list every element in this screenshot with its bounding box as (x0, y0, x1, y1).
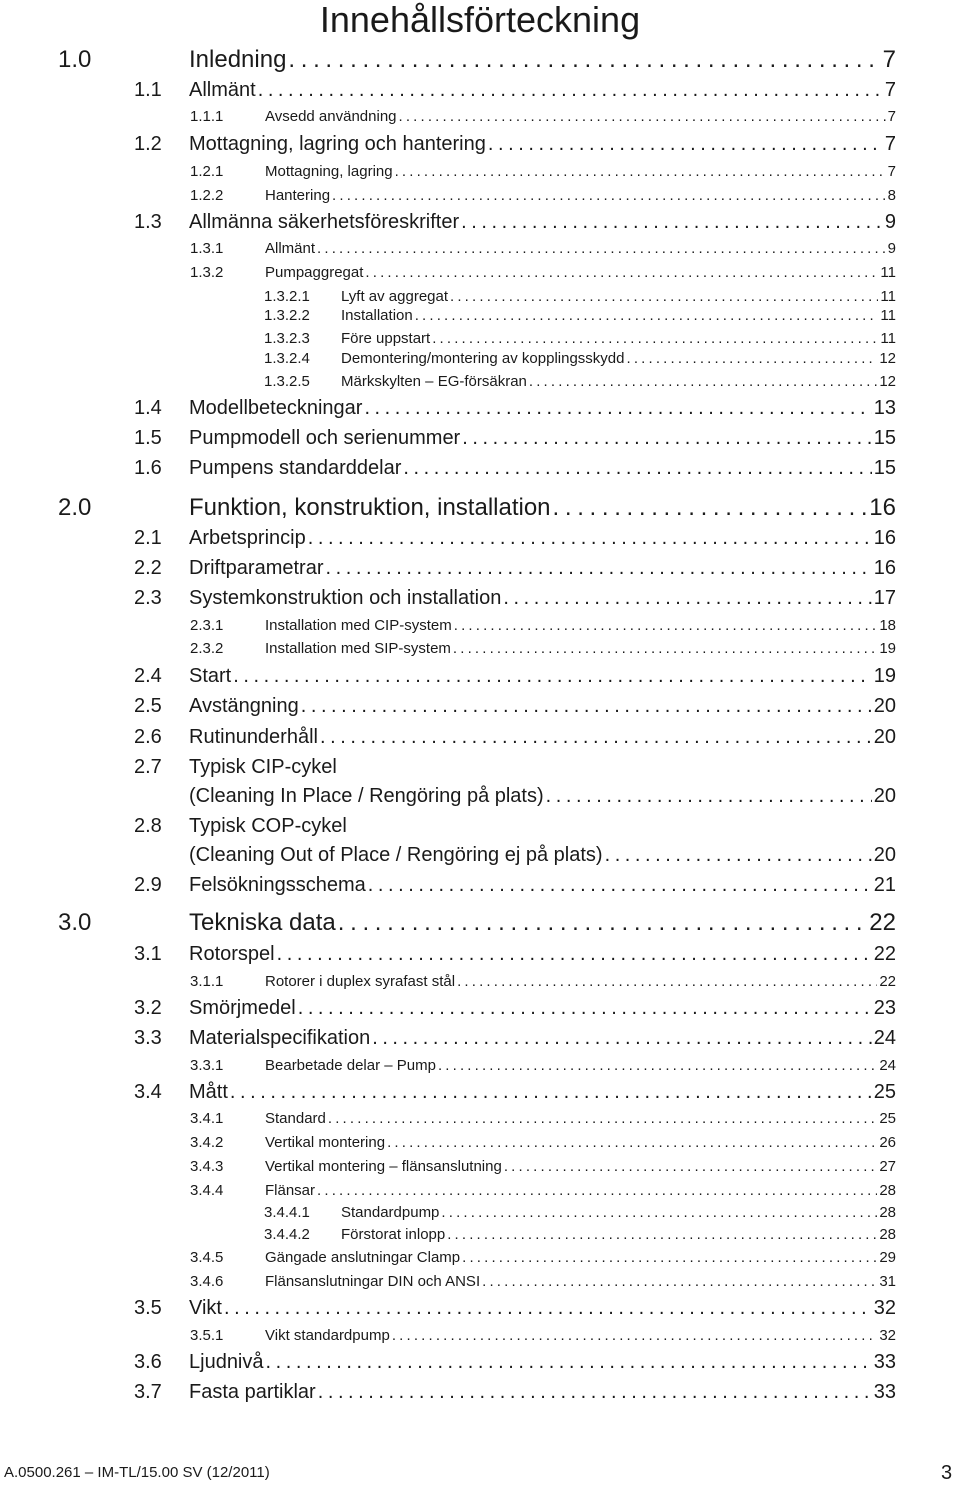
toc-entry-title: Rutinunderhåll (189, 726, 318, 748)
toc-entry-title: Tekniska data (189, 909, 336, 936)
toc-entry-page: 22 (879, 973, 896, 990)
toc-leader-dots (317, 1182, 877, 1199)
toc-entry-title: Mottagning, lagring och hantering (189, 133, 486, 155)
toc-entry-number: 2.3.2 (190, 640, 224, 657)
toc-entry-title: Vertikal montering – flänsanslutning (265, 1158, 502, 1175)
toc-entry-page: 12 (879, 373, 896, 390)
toc-entry-page: 22 (873, 943, 896, 965)
toc-leader-dots (372, 1027, 872, 1050)
toc-entry[interactable] (134, 815, 896, 838)
toc-entry-page: 28 (879, 1204, 896, 1221)
toc-entry-page: 25 (873, 1081, 896, 1103)
toc-entry[interactable] (190, 1182, 896, 1199)
toc-entry-number: 3.4.6 (190, 1273, 224, 1290)
toc-leader-dots (503, 587, 871, 610)
toc-entry[interactable] (264, 373, 896, 390)
toc-entry-page: 24 (873, 1027, 896, 1049)
toc-leader-dots (432, 330, 878, 347)
toc-entry-number: 2.9 (134, 874, 162, 896)
toc-entry-page: 16 (869, 494, 896, 521)
toc-entry[interactable] (190, 973, 896, 990)
toc-entry-page: 25 (879, 1110, 896, 1127)
toc-entry-number: 2.5 (134, 695, 162, 717)
toc-entry-number: 1.1 (134, 79, 162, 101)
toc-entry-title: Vikt standardpump (265, 1327, 390, 1344)
toc-entry-number: 2.3.1 (190, 617, 224, 634)
toc-entry-number: 3.1.1 (190, 973, 224, 990)
toc-entry[interactable] (190, 1158, 896, 1175)
toc-leader-dots (266, 1351, 872, 1374)
toc-leader-dots (392, 1327, 878, 1344)
toc-entry-title: Bearbetade delar – Pump (265, 1057, 436, 1074)
toc-entry-number: 3.4.5 (190, 1249, 224, 1266)
toc-entry-title: Inledning (189, 46, 287, 73)
toc-entry-number: 2.7 (134, 756, 162, 778)
toc-entry-page: 11 (880, 330, 896, 347)
toc-entry-title: Demontering/montering av kopplingsskydd (341, 350, 625, 367)
toc-leader-dots (288, 46, 880, 74)
toc-entry-page: 21 (873, 874, 896, 896)
toc-entry-number: 3.7 (134, 1381, 162, 1403)
toc-entry-page: 23 (873, 997, 896, 1019)
toc-entry-number: 2.0 (58, 494, 92, 521)
toc-entry-number: 1.6 (134, 457, 162, 479)
toc-entry-title: Typisk COP-cykel (189, 815, 347, 837)
toc-entry-title: Installation med SIP-system (265, 640, 451, 657)
toc-entry-title: Standard (265, 1110, 326, 1127)
toc-leader-dots (365, 264, 878, 281)
toc-entry-number: 2.6 (134, 726, 162, 748)
toc-entry[interactable] (190, 163, 896, 180)
toc-entry-title: Flänsar (265, 1182, 316, 1199)
toc-leader-dots (233, 665, 872, 688)
toc-entry[interactable] (190, 617, 896, 634)
toc-entry-number: 1.3.2.5 (264, 373, 310, 390)
toc-entry[interactable] (134, 874, 896, 897)
toc-leader-dots (277, 943, 872, 966)
toc-leader-dots (546, 785, 872, 808)
toc-entry-page: 11 (880, 307, 896, 324)
toc-entry-title: Pumpmodell och serienummer (189, 427, 461, 449)
toc-entry-page: 32 (879, 1327, 896, 1344)
toc-entry-title: Allmänt (265, 240, 316, 257)
toc-entry-page: 33 (873, 1351, 896, 1373)
toc-entry-title: Installation (341, 307, 413, 324)
toc-leader-dots (364, 397, 871, 420)
toc-entry-page: 24 (879, 1057, 896, 1074)
toc-entry[interactable] (190, 264, 896, 281)
toc-entry-title: Pumpens standarddelar (189, 457, 402, 479)
toc-leader-dots (320, 726, 872, 749)
toc-entry-number: 1.3.2.4 (264, 350, 310, 367)
toc-entry-number: 3.5.1 (190, 1327, 224, 1344)
toc-entry-title: Pumpaggregat (265, 264, 364, 281)
toc-entry-number: 3.4.3 (190, 1158, 224, 1175)
toc-entry-number: 1.3.2 (190, 264, 224, 281)
toc-entry[interactable] (190, 1249, 896, 1266)
toc-entry-title: Märkskylten – EG-försäkran (341, 373, 527, 390)
toc-entry-page: 15 (873, 427, 896, 449)
toc-entry[interactable] (189, 844, 896, 867)
toc-entry-number: 1.2.2 (190, 187, 224, 204)
toc-entry-page: 7 (884, 79, 896, 101)
toc-entry-title: Funktion, konstruktion, installation (189, 494, 551, 521)
toc-entry[interactable] (58, 46, 896, 74)
toc-leader-dots (529, 373, 877, 390)
toc-entry[interactable] (190, 1110, 896, 1127)
toc-entry-title: (Cleaning Out of Place / Rengöring ej på plats) (189, 844, 603, 866)
toc-leader-dots (626, 350, 877, 367)
toc-entry[interactable] (58, 494, 896, 522)
toc-entry-number: 1.5 (134, 427, 162, 449)
toc-entry-title: Mottagning, lagring (265, 163, 393, 180)
toc-leader-dots (230, 1081, 872, 1104)
toc-entry-title: Avsedd användning (265, 108, 397, 125)
toc-leader-dots (454, 617, 878, 634)
toc-entry[interactable] (190, 1327, 896, 1344)
toc-leader-dots (328, 1110, 877, 1127)
toc-entry-title: Lyft av aggregat (341, 288, 449, 305)
toc-entry-page: 28 (879, 1226, 896, 1243)
toc-entry-number: 1.2.1 (190, 163, 224, 180)
toc-entry-number: 1.3.2.3 (264, 330, 310, 347)
page-title: Innehållsförteckning (319, 0, 641, 40)
toc-entry-number: 3.3.1 (190, 1057, 224, 1074)
toc-entry-title: Typisk CIP-cykel (189, 756, 337, 778)
toc-entry-page: 7 (882, 46, 896, 73)
toc-entry-page: 16 (873, 557, 896, 579)
toc-entry-title: Driftparametrar (189, 557, 324, 579)
toc-entry-title: Installation med CIP-system (265, 617, 452, 634)
toc-entry-number: 1.1.1 (190, 108, 224, 125)
toc-entry[interactable] (134, 1297, 896, 1320)
toc-entry[interactable] (264, 288, 896, 305)
toc-entry-title: Modellbeteckningar (189, 397, 363, 419)
toc-leader-dots (482, 1273, 877, 1290)
toc-entry-title: Standardpump (341, 1204, 440, 1221)
page-number: 3 (941, 1462, 953, 1484)
toc-entry[interactable] (190, 1273, 896, 1290)
toc-entry-page: 20 (873, 726, 896, 748)
toc-entry-number: 2.4 (134, 665, 162, 687)
toc-leader-dots (462, 1249, 877, 1266)
toc-entry-title: Systemkonstruktion och installation (189, 587, 502, 609)
toc-leader-dots (441, 1204, 877, 1221)
toc-entry[interactable] (264, 1226, 896, 1243)
toc-entry-number: 3.6 (134, 1351, 162, 1373)
toc-entry-number: 3.4.4.1 (264, 1204, 310, 1221)
toc-entry-page: 20 (873, 695, 896, 717)
toc-entry-number: 1.0 (58, 46, 92, 73)
toc-leader-dots (338, 909, 868, 937)
toc-entry-number: 1.3.2.1 (264, 288, 310, 305)
toc-entry-number: 3.4.4.2 (264, 1226, 310, 1243)
toc-entry[interactable] (134, 79, 896, 102)
toc-entry-page: 12 (879, 350, 896, 367)
toc-entry-page: 22 (869, 909, 896, 936)
toc-entry-page: 7 (884, 133, 896, 155)
toc-leader-dots (447, 1226, 877, 1243)
toc-entry-page: 11 (880, 288, 896, 305)
toc-entry[interactable] (190, 640, 896, 657)
toc-leader-dots (301, 695, 872, 718)
toc-entry-title: Ljudnivå (189, 1351, 264, 1373)
toc-entry-page: 17 (873, 587, 896, 609)
toc-entry-page: 9 (884, 211, 896, 233)
toc-entry[interactable] (134, 756, 896, 779)
toc-entry[interactable] (134, 557, 896, 580)
toc-entry[interactable] (134, 997, 896, 1020)
toc-entry-page: 20 (873, 844, 896, 866)
toc-entry-number: 3.4.2 (190, 1134, 224, 1151)
toc-leader-dots (399, 108, 886, 125)
toc-entry[interactable] (264, 307, 896, 324)
toc-entry-page: 19 (879, 640, 896, 657)
toc-entry-page: 31 (879, 1273, 896, 1290)
toc-leader-dots (457, 973, 877, 990)
toc-entry-title: Gängade anslutningar Clamp (265, 1249, 461, 1266)
toc-leader-dots (368, 874, 872, 897)
toc-leader-dots (395, 163, 886, 180)
toc-entry[interactable] (190, 187, 896, 204)
toc-leader-dots (488, 133, 883, 156)
toc-leader-dots (298, 997, 872, 1020)
toc-entry-title: Vikt (189, 1297, 222, 1319)
toc-entry-title: Felsökningsschema (189, 874, 366, 896)
toc-entry[interactable] (134, 726, 896, 749)
toc-entry-page: 27 (879, 1158, 896, 1175)
toc-entry[interactable] (134, 211, 896, 234)
toc-entry-number: 1.3.1 (190, 240, 224, 257)
toc-entry[interactable] (264, 350, 896, 367)
toc-entry-number: 1.2 (134, 133, 162, 155)
toc-entry-page: 7 (887, 108, 896, 125)
toc-entry-title: Allmänt (189, 79, 256, 101)
toc-entry-title: Rotorer i duplex syrafast stål (265, 973, 456, 990)
toc-entry-title: Fasta partiklar (189, 1381, 316, 1403)
toc-entry-title: Smörjmedel (189, 997, 296, 1019)
toc-entry-title: (Cleaning In Place / Rengöring på plats) (189, 785, 544, 807)
toc-leader-dots (605, 844, 872, 867)
toc-entry[interactable] (190, 240, 896, 257)
toc-entry[interactable] (190, 108, 896, 125)
toc-leader-dots (317, 240, 886, 257)
toc-entry-page: 19 (873, 665, 896, 687)
toc-entry-title: Materialspecifikation (189, 1027, 371, 1049)
toc-entry-number: 3.2 (134, 997, 162, 1019)
toc-entry[interactable] (134, 133, 896, 156)
toc-entry[interactable] (134, 943, 896, 966)
toc-leader-dots (415, 307, 879, 324)
toc-entry[interactable] (264, 330, 896, 347)
toc-entry[interactable] (134, 695, 896, 718)
toc-entry-number: 2.2 (134, 557, 162, 579)
toc-entry[interactable] (264, 1204, 896, 1221)
toc-entry[interactable] (134, 665, 896, 688)
toc-entry-page: 33 (873, 1381, 896, 1403)
toc-leader-dots (325, 557, 871, 580)
toc-entry-page: 8 (887, 187, 896, 204)
toc-entry-title: Före uppstart (341, 330, 431, 347)
toc-entry-title: Hantering (265, 187, 331, 204)
toc-leader-dots (308, 527, 872, 550)
toc-entry-page: 29 (879, 1249, 896, 1266)
toc-leader-dots (450, 288, 878, 305)
toc-entry-number: 1.3 (134, 211, 162, 233)
toc-leader-dots (332, 187, 886, 204)
toc-entry-page: 18 (879, 617, 896, 634)
toc-entry-title: Start (189, 665, 232, 687)
toc-entry[interactable] (190, 1057, 896, 1074)
toc-entry-number: 1.3.2.2 (264, 307, 310, 324)
toc-entry-page: 20 (873, 785, 896, 807)
toc-entry-page: 9 (887, 240, 896, 257)
toc-entry-page: 11 (880, 264, 896, 281)
toc-entry-number: 3.4 (134, 1081, 162, 1103)
toc-entry-number: 1.4 (134, 397, 162, 419)
toc-entry[interactable] (134, 1351, 896, 1374)
toc-entry-page: 28 (879, 1182, 896, 1199)
toc-entry-number: 2.1 (134, 527, 162, 549)
toc-entry-title: Förstorat inlopp (341, 1226, 446, 1243)
document-reference: A.0500.261 – IM-TL/15.00 SV (12/2011) (4, 1464, 270, 1481)
toc-leader-dots (403, 457, 871, 480)
toc-leader-dots (387, 1134, 877, 1151)
toc-entry[interactable] (190, 1134, 896, 1151)
toc-entry[interactable] (58, 909, 896, 937)
toc-entry-page: 13 (873, 397, 896, 419)
toc-entry-number: 3.1 (134, 943, 162, 965)
toc-leader-dots (461, 211, 883, 234)
toc-entry-number: 3.5 (134, 1297, 162, 1319)
toc-entry-page: 15 (873, 457, 896, 479)
toc-entry-page: 32 (873, 1297, 896, 1319)
toc-leader-dots (224, 1297, 872, 1320)
toc-leader-dots (462, 427, 872, 450)
toc-leader-dots (258, 79, 883, 102)
toc-entry-number: 2.3 (134, 587, 162, 609)
toc-leader-dots (438, 1057, 877, 1074)
toc-leader-dots (553, 494, 868, 522)
toc-entry[interactable] (134, 397, 896, 420)
toc-entry-page: 16 (873, 527, 896, 549)
toc-entry-title: Avstängning (189, 695, 299, 717)
toc-entry[interactable] (134, 1081, 896, 1104)
toc-entry[interactable] (134, 427, 896, 450)
toc-entry-title: Vertikal montering (265, 1134, 386, 1151)
toc-entry[interactable] (134, 1027, 896, 1050)
toc-leader-dots (504, 1158, 878, 1175)
toc-entry-number: 3.3 (134, 1027, 162, 1049)
toc-entry-page: 26 (879, 1134, 896, 1151)
toc-entry[interactable] (134, 527, 896, 550)
toc-leader-dots (453, 640, 877, 657)
toc-entry-number: 2.8 (134, 815, 162, 837)
toc-entry-page: 7 (887, 163, 896, 180)
toc-entry[interactable] (189, 785, 896, 808)
toc-entry[interactable] (134, 1381, 896, 1404)
toc-entry[interactable] (134, 587, 896, 610)
toc-entry-title: Rotorspel (189, 943, 275, 965)
toc-entry-number: 3.0 (58, 909, 92, 936)
toc-entry-title: Flänsanslutningar DIN och ANSI (265, 1273, 481, 1290)
toc-entry[interactable] (134, 457, 896, 480)
toc-entry-number: 3.4.1 (190, 1110, 224, 1127)
toc-leader-dots (318, 1381, 872, 1404)
toc-entry-title: Allmänna säkerhetsföreskrifter (189, 211, 460, 233)
toc-entry-title: Mått (189, 1081, 228, 1103)
toc-entry-title: Arbetsprincip (189, 527, 306, 549)
toc-entry-number: 3.4.4 (190, 1182, 224, 1199)
